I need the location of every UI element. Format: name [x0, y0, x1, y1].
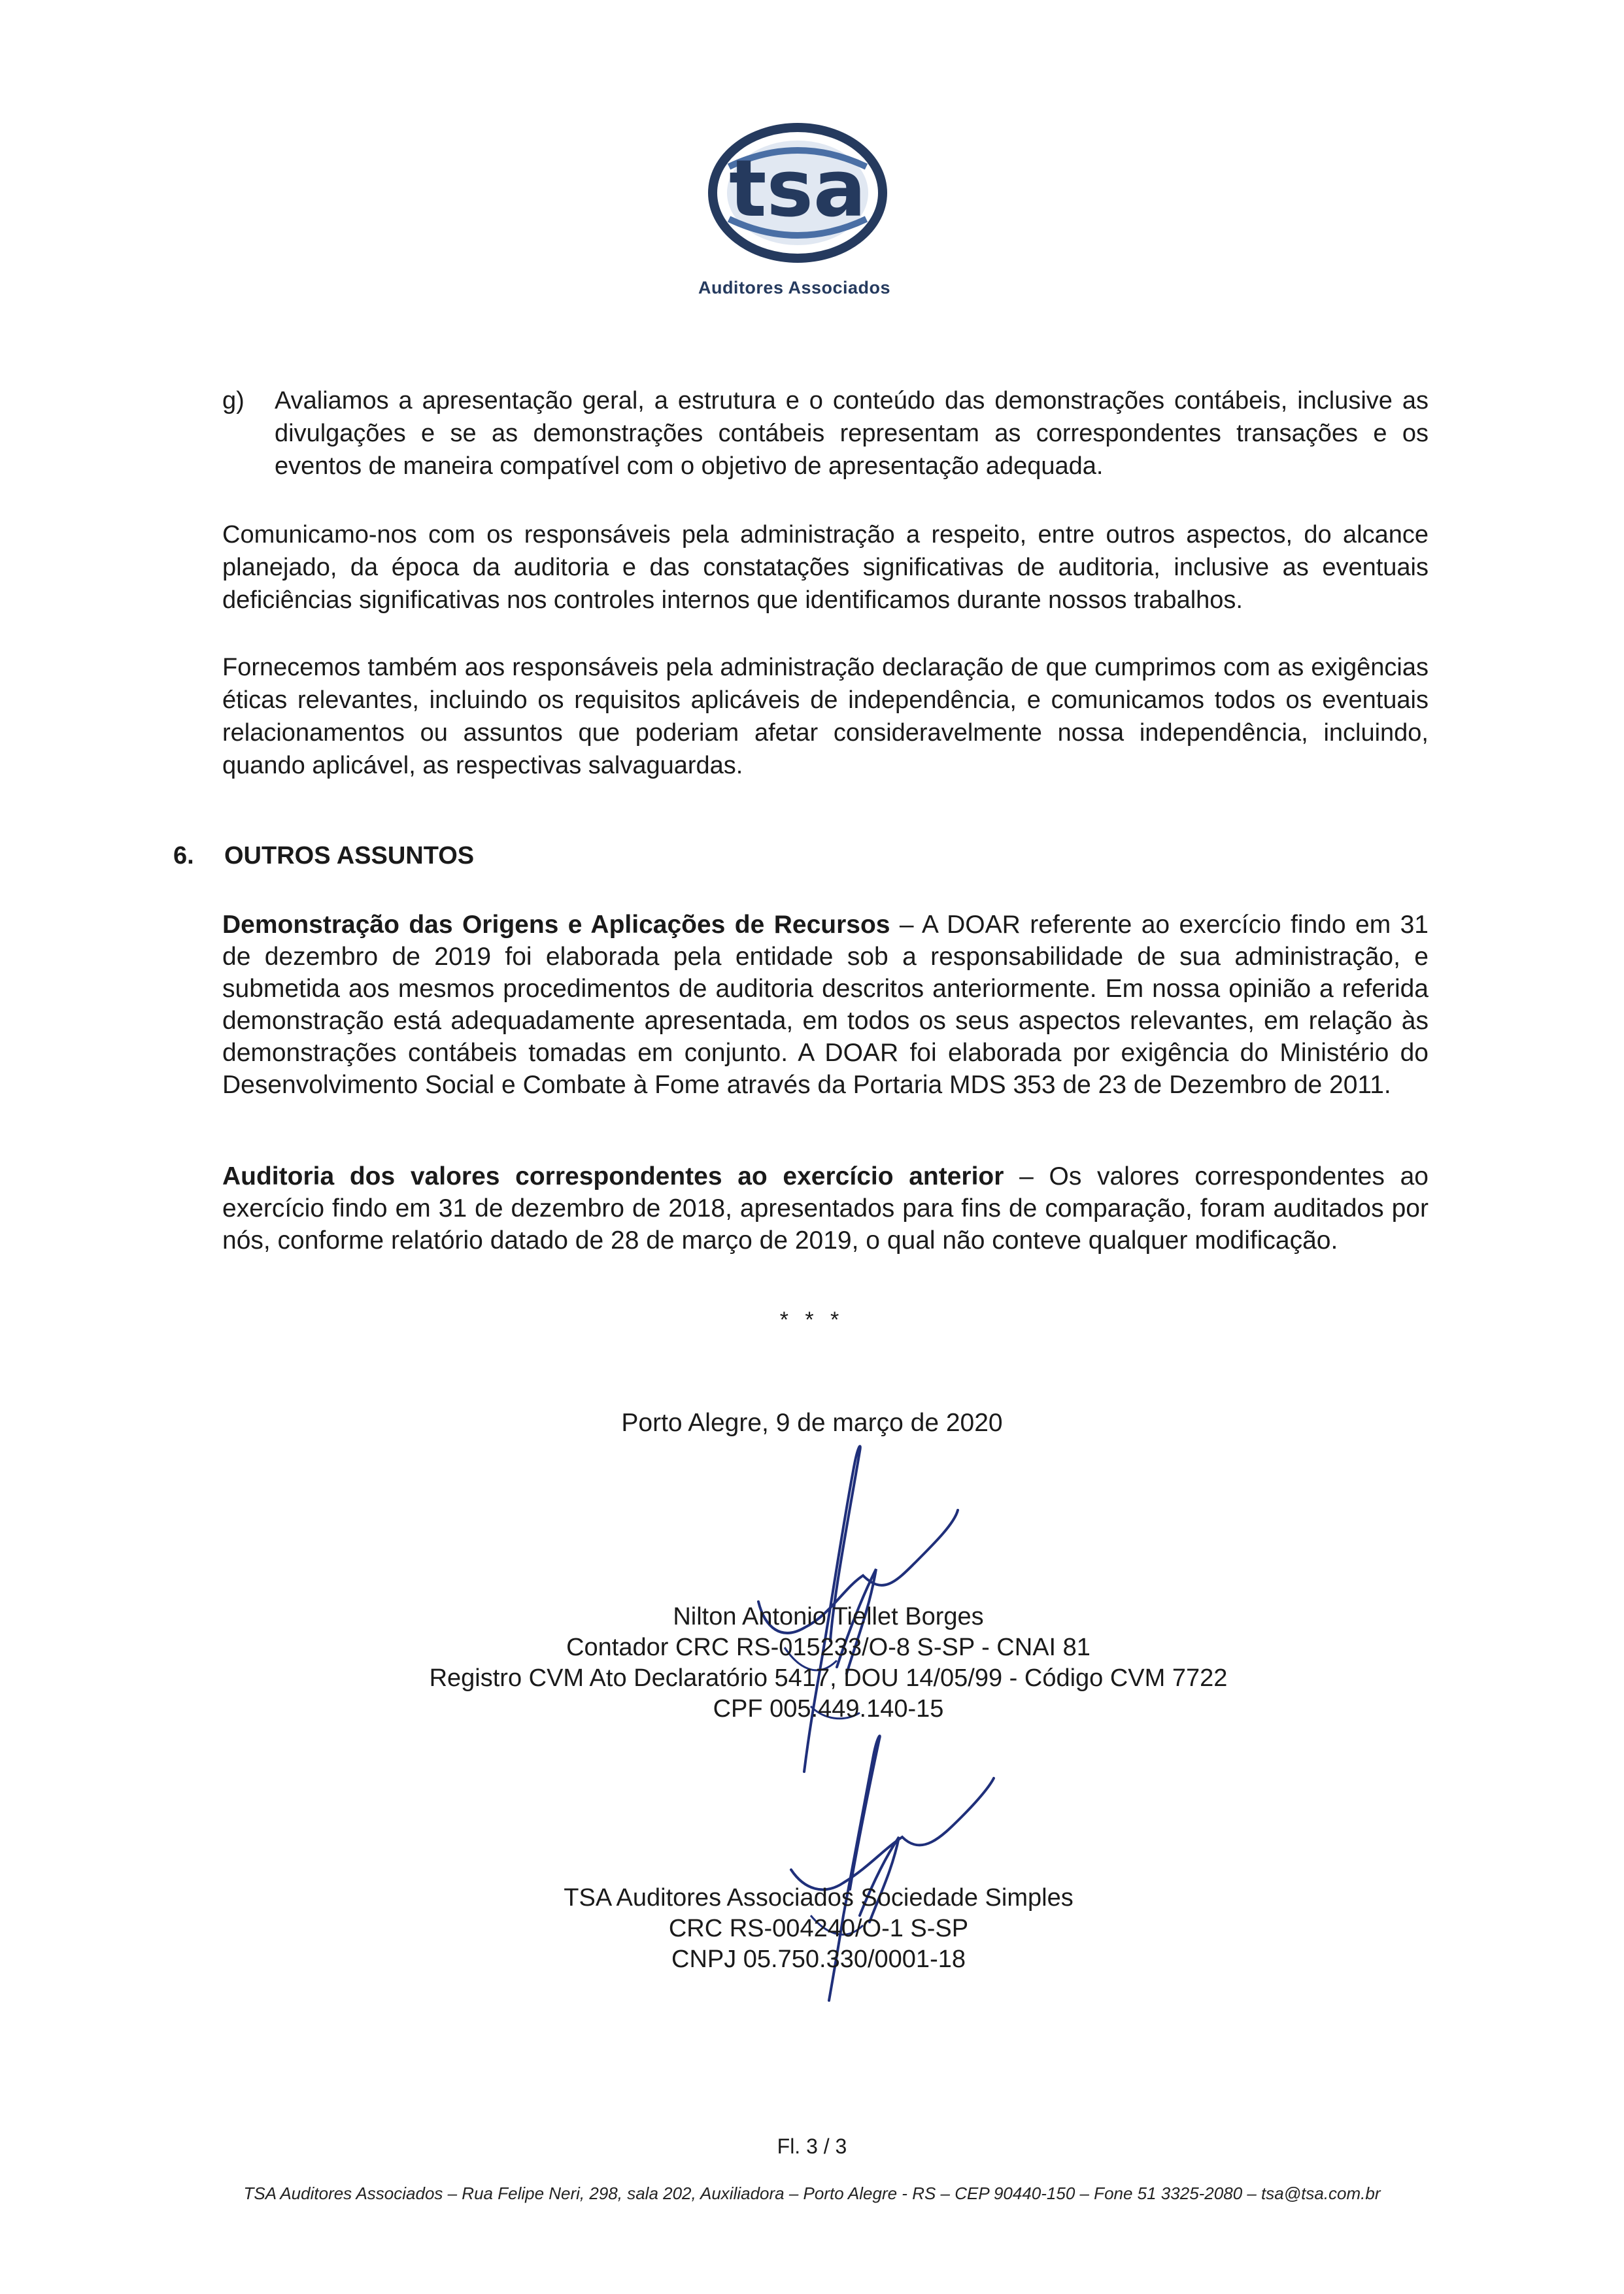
firm-cnpj: CNPJ 05.750.330/0001-18: [671, 1946, 966, 1973]
signatory-block: [0, 1602, 1624, 1725]
list-marker: g): [222, 387, 245, 414]
separator: * * *: [779, 1307, 845, 1332]
paragraph-communication: [222, 518, 1429, 616]
company-logo: [683, 121, 905, 311]
signatory-role: Contador CRC RS-015233/O-8 S-SP - CNAI 81: [566, 1634, 1091, 1661]
paragraph-independence: [222, 651, 1429, 782]
page-number: Fl. 3 / 3: [777, 2134, 847, 2158]
signatory-registry: Registro CVM Ato Declaratório 5417, DOU 14/05/99 - Código CVM 7722: [429, 1664, 1228, 1692]
logo-subtitle: Auditores Associados: [698, 278, 891, 297]
page-footer: TSA Auditores Associados – Rua Felipe Neri, 298, sala 202, Auxiliadora – Porto Alegre - RS – CEP 90440-150 – Fone 51 3325-2080 – tsa@tsa.com.br: [243, 2184, 1381, 2203]
tsa-logo-icon: [683, 121, 905, 284]
paragraph-lead: Auditoria dos valores correspondentes ao exercício anterior: [222, 1162, 1004, 1190]
logo-mark-text: tsa: [729, 144, 866, 235]
signatory-name: Nilton Antonio Tiellet Borges: [673, 1603, 984, 1630]
paragraph-text: Fornecemos também aos responsáveis pela administração declaração de que cumprimos com as exigências éticas relevantes, incluindo os requisitos aplicáveis de independência, e comunicamos todos os eventuais relacionamentos ou assuntos que poderiam afetar consideravelmente nossa independência, incluindo, quando aplicável, as respectivas salvaguardas.: [222, 654, 1429, 779]
list-item-text: Avaliamos a apresentação geral, a estrutura e o conteúdo das demonstrações contábeis, inclusive as divulgações e se as demonstrações contábeis representam as correspondentes transações e os eventos de maneira compatível com o objetivo de apresentação adequada.: [275, 387, 1429, 480]
paragraph-text: – A DOAR referente ao exercício findo em 31 de dezembro de 2019 foi elaborada pela entidade sob a responsabilidade de sua administração, e submetida aos mesmos procedimentos de auditoria descritos anteriormente. Em nossa opinião a referida demonstração está adequadamente apresentada, em todos os seus aspectos relevantes, em relação às demonstrações contábeis tomadas em conjunto. A DOAR foi elaborada por exigência do Ministério do Desenvolvimento Social e Combate à Fome através da Portaria MDS 353 de 23 de Dezembro de 2011.: [222, 911, 1429, 1099]
section-number: 6.: [173, 842, 194, 869]
firm-name: TSA Auditores Associados Sociedade Simples: [564, 1884, 1074, 1912]
paragraph-lead: Demonstração das Origens e Aplicações de Recursos: [222, 911, 890, 939]
signatory-cpf: CPF 005.449.140-15: [713, 1695, 944, 1723]
paragraph-text: Comunicamo-nos com os responsáveis pela administração a respeito, entre outros aspectos, do alcance planejado, da época da auditoria e das constatações significativas de auditoria, inclusive as eventuais deficiências significativas nos controles internos que identificamos durante nossos trabalhos.: [222, 521, 1429, 614]
section-heading: [173, 842, 474, 870]
section-title: OUTROS ASSUNTOS: [224, 842, 475, 869]
paragraph-prior-year: [222, 1160, 1429, 1257]
firm-crc: CRC RS-004240/O-1 S-SP: [668, 1915, 969, 1942]
firm-block: [0, 1883, 1624, 1975]
place-date: Porto Alegre, 9 de março de 2020: [621, 1409, 1003, 1437]
list-item-g: [222, 384, 1429, 482]
paragraph-text: – Os valores correspondentes ao exercício findo em 31 de dezembro de 2018, apresentados para fins de comparação, foram auditados por nós, conforme relatório datado de 28 de março de 2019, o qual não conteve qualquer modificação.: [222, 1162, 1429, 1255]
paragraph-doar: [222, 909, 1429, 1101]
